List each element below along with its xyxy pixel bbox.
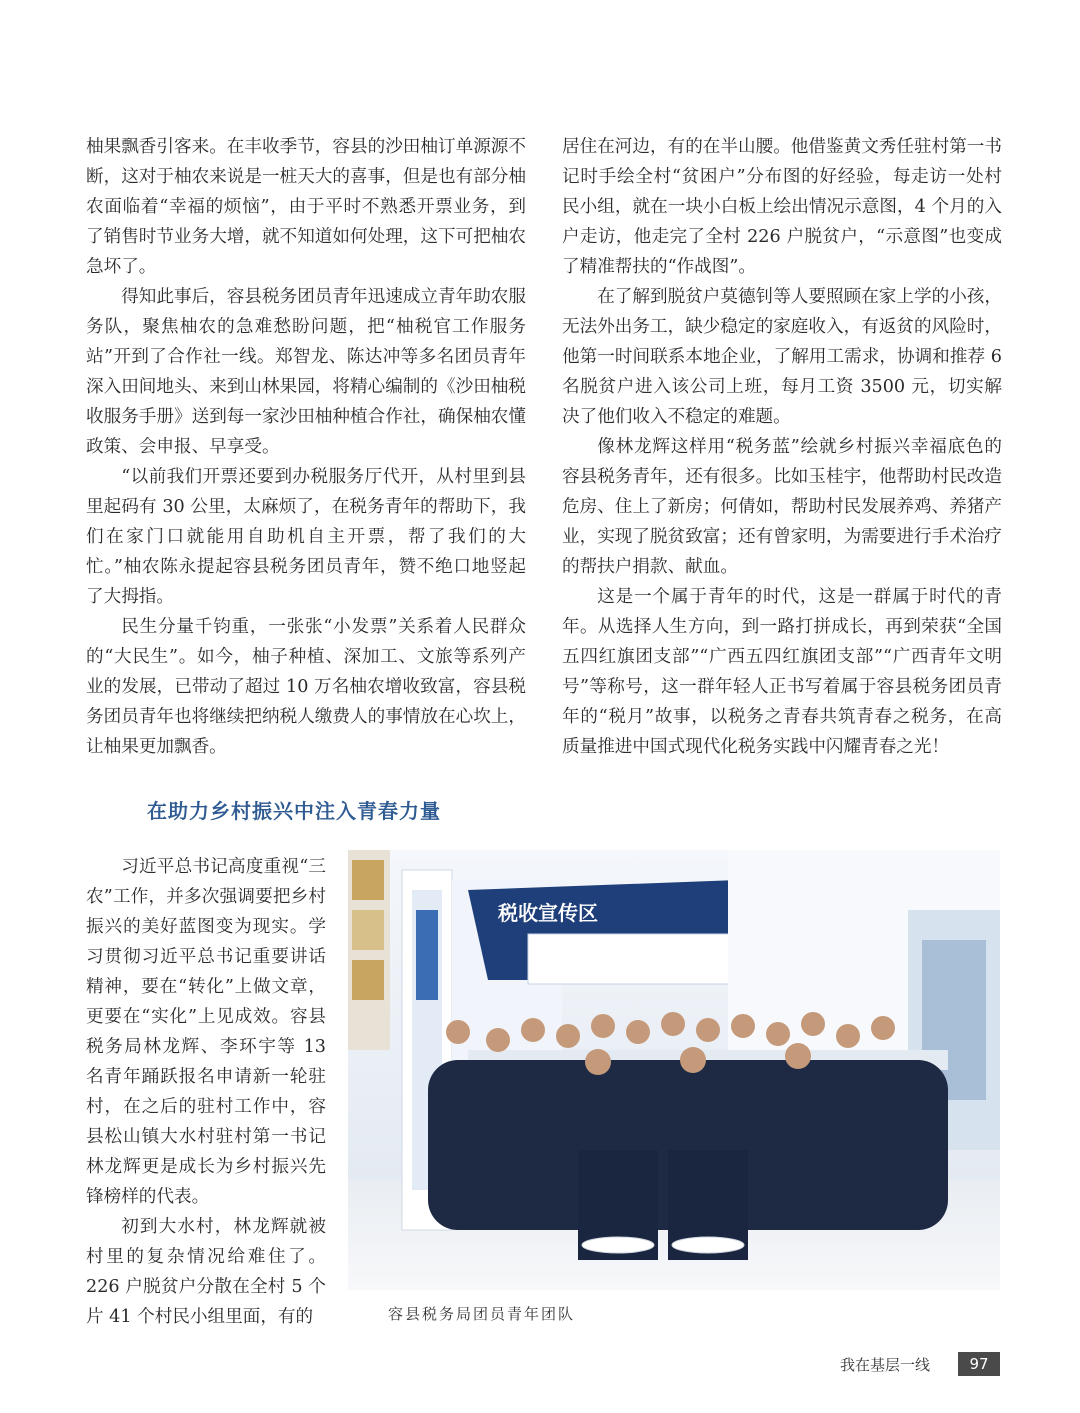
paragraph: 在了解到脱贫户莫德钊等人要照顾在家上学的小孩，无法外出务工，缺少稳定的家庭收入，有返贫的风险时，他第一时间联系本地企业，了解用工需求，协调和推荐 6 名脱贫户进入该公司上班，每月工资 3500 元，切实解决了他们收入不稳定的难题。 (562, 287, 1002, 427)
team-photo-illustration (348, 850, 1000, 1290)
team-photo (348, 850, 1000, 1290)
right-column (562, 132, 1002, 762)
photo-caption: 容县税务局团员青年团队 (388, 1305, 576, 1323)
paragraph: 初到大水村，林龙辉就被村里的复杂情况给难住了。226 户脱贫户分散在全村 5 个片 41 个村民小组里面，有的 (86, 1217, 326, 1327)
paragraph: 得知此事后，容县税务团员青年迅速成立青年助农服务队，聚焦柚农的急难愁盼问题，把“柚税官工作服务站”开到了合作社一线。郑智龙、陈达冲等多名团员青年深入田间地头、来到山林果园，将精心编制的《沙田柚税收服务手册》送到每一家沙田柚种植合作社，确保柚农懂政策、会申报、早享受。 (86, 287, 526, 457)
paragraph: 民生分量千钧重，一张张“小发票”关系着人民群众的“大民生”。如今，柚子种植、深加工、文旅等系列产业的发展，已带动了超过 10 万名柚农增收致富，容县税务团员青年也将继续把纳税人缴费人的事情放在心坎上，让柚果更加飘香。 (86, 617, 526, 757)
paragraph: 这是一个属于青年的时代，这是一群属于时代的青年。从选择人生方向，到一路打拼成长，再到荣获“全国五四红旗团支部”“广西五四红旗团支部”“广西青年文明号”等称号，这一群年轻人正书写着属于容县税务团员青年的“税月”故事，以税务之青春共筑青春之税务，在高质量推进中国式现代化税务实践中闪耀青春之光！ (562, 587, 1002, 757)
paragraph: 像林龙辉这样用“税务蓝”绘就乡村振兴幸福底色的容县税务青年，还有很多。比如玉桂宇，他帮助村民改造危房、住上了新房；何倩如，帮助村民发展养鸡、养猪产业，实现了脱贫致富；还有曾家明，为需要进行手术治疗的帮扶户捐款、献血。 (562, 437, 1002, 577)
footer-section-name: 我在基层一线 (840, 1356, 931, 1374)
paragraph: 柚果飘香引客来。在丰收季节，容县的沙田柚订单源源不断，这对于柚农来说是一桩天大的喜事，但是也有部分柚农面临着“幸福的烦恼”，由于平时不熟悉开票业务，到了销售时节业务大增，就不知道如何处理，这下可把柚农急坏了。 (86, 137, 526, 277)
paragraph: 居住在河边，有的在半山腰。他借鉴黄文秀任驻村第一书记时手绘全村“贫困户”分布图的好经验，每走访一处村民小组，就在一块小白板上绘出情况示意图，4 个月的入户走访，他走完了全村 226 户脱贫户，“示意图”也变成了精准帮扶的“作战图”。 (562, 137, 1002, 277)
left-column (86, 132, 526, 762)
paragraph: 习近平总书记高度重视“三农”工作，并多次强调要把乡村振兴的美好蓝图变为现实。学习贯彻习近平总书记重要讲话精神，要在“转化”上做文章，更要在“实化”上见成效。容县税务局林龙辉、李环宇等 13 名青年踊跃报名申请新一轮驻村，在之后的驻村工作中，容县松山镇大水村驻村第一书记林龙辉更是成长为乡村振兴先锋榜样的代表。 (86, 857, 326, 1207)
section-heading: 在助力乡村振兴中注入青春力量 (147, 799, 441, 823)
paragraph: “以前我们开票还要到办税服务厅代开，从村里到县里起码有 30 公里，太麻烦了，在税务青年的帮助下，我们在家门口就能用自助机自主开票，帮了我们的大忙。”柚农陈永提起容县税务团员青年，赞不绝口地竖起了大拇指。 (86, 467, 526, 607)
narrow-column (86, 852, 326, 1332)
page-number: 97 (958, 1352, 1000, 1376)
sign-text: 税收宣传区 (498, 901, 598, 925)
